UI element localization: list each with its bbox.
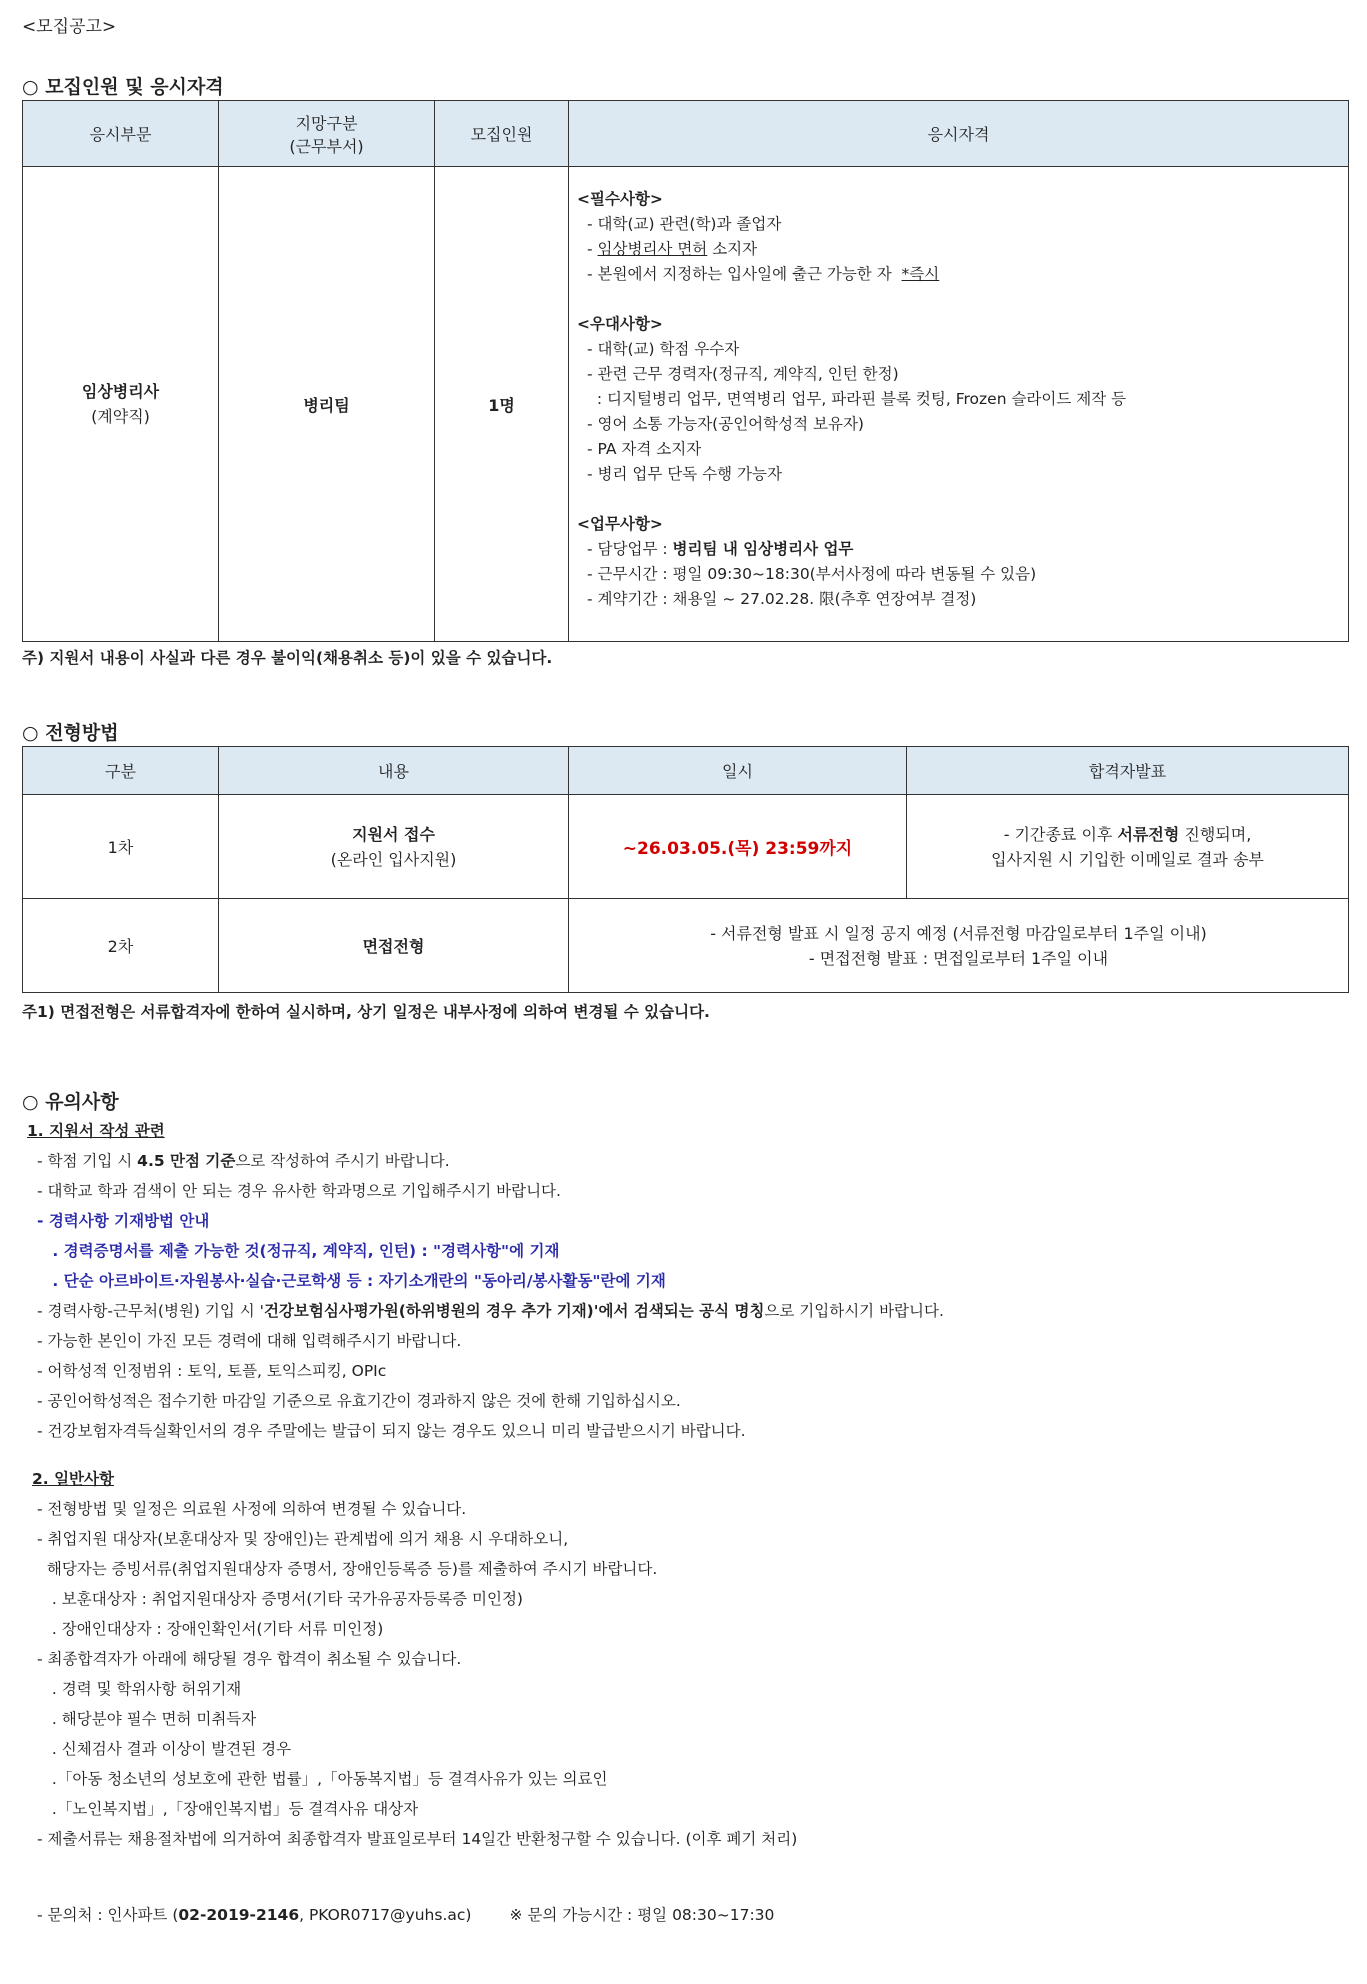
notes-item-workplace-pre: - 경력사항-근무처(병원) 기입 시 ' — [37, 1302, 264, 1320]
required-item-2 — [577, 237, 1348, 262]
notes-item-all-career: - 가능한 본인이 가진 모든 경력에 대해 입력해주시기 바랍니다. — [37, 1332, 462, 1350]
step2-announcement-cell — [569, 899, 1349, 993]
col-header-dept-line2: (근무부서) — [289, 136, 364, 156]
notes-item-grade-bold: 4.5 만점 기준 — [137, 1152, 236, 1170]
selection-footnote: 주1) 면접전형은 서류합격자에 한하여 실시하며, 상기 일정은 내부사정에 의하여 변경될 수 있습니다. — [22, 1003, 710, 1021]
eligibility-footnote: 주) 지원서 내용이 사실과 다른 경우 불이익(채용취소 등)이 있을 수 있습니다. — [22, 649, 553, 667]
contact-pre: - 문의처 : 인사파트 ( — [37, 1906, 179, 1924]
notes-list — [22, 1116, 944, 1930]
step1-content-sub: (온라인 입사지원) — [330, 849, 457, 869]
col-header-announcement: 합격자발표 — [907, 747, 1349, 795]
required-item-2-tail: 소지자 — [707, 240, 758, 258]
general-item-9: . 신체검사 결과 이상이 발견된 경우 — [47, 1740, 292, 1758]
notes-item-grade — [22, 1146, 944, 1176]
contact-post: , PKOR0717@yuhs.ac) — [299, 1906, 472, 1924]
notes-sub2-title: 2. 일반사항 — [32, 1470, 114, 1488]
col-header-dept-line1: 지망구분 — [295, 113, 358, 133]
col-header-content: 내용 — [219, 747, 569, 795]
notes-item-language: - 어학성적 인정범위 : 토익, 토플, 토익스피킹, OPIc — [37, 1362, 387, 1380]
required-item-2-dash: - — [587, 240, 598, 258]
preferred-item-1: - 대학(교) 학점 우수자 — [587, 340, 740, 358]
notes-item-workplace-post: 으로 기입하시기 바랍니다. — [764, 1302, 944, 1320]
required-item-3-text: - 본원에서 지정하는 입사일에 출근 가능한 자 — [587, 265, 902, 283]
step1-content-cell — [219, 795, 569, 899]
section-heading-notes: ○ 유의사항 — [22, 1091, 119, 1113]
step2-announcement-line1: - 서류전형 발표 시 일정 공지 예정 (서류전형 마감일로부터 1주일 이내) — [710, 923, 1207, 943]
step1-ann-c: 진행되며, — [1179, 824, 1252, 844]
preferred-item-4: - 영어 소통 가능자(공인어학성적 보유자) — [587, 415, 864, 433]
notes-item-career-volunteer: . 단순 아르바이트·자원봉사·실습·근로학생 등 : 자기소개란의 "동아리/봉사활동"란에 기재 — [47, 1272, 666, 1290]
required-item-1: - 대학(교) 관련(학)과 졸업자 — [587, 215, 782, 233]
duties-title: <업무사항> — [577, 515, 663, 533]
notes-item-career-official: . 경력증명서를 제출 가능한 것(정규직, 계약직, 인턴) : "경력사항"에 기재 — [47, 1242, 560, 1260]
general-item-3: 해당자는 증빙서류(취업지원대상자 증명서, 장애인등록증 등)를 제출하여 주시기 바랍니다. — [37, 1560, 658, 1578]
count-cell: 1명 — [435, 167, 569, 642]
duties-item-3: - 계약기간 : 채용일 ~ 27.02.28. 限(추후 연장여부 결정) — [587, 590, 977, 608]
col-header-dept — [219, 101, 435, 167]
duties-item-1 — [577, 537, 1348, 562]
notes-item-career-guide: - 경력사항 기재방법 안내 — [37, 1212, 210, 1230]
col-header-division: 응시부문 — [23, 101, 219, 167]
required-title: <필수사항> — [577, 190, 663, 208]
preferred-item-6: - 병리 업무 단독 수행 가능자 — [587, 465, 782, 483]
col-header-count: 모집인원 — [435, 101, 569, 167]
step1-ann-b: 서류전형 — [1117, 824, 1180, 844]
division-type: (계약직) — [91, 407, 150, 426]
col-header-step: 구분 — [23, 747, 219, 795]
step2-cell: 2차 — [23, 899, 219, 993]
section-heading-eligibility: ○ 모집인원 및 응시자격 — [22, 76, 224, 98]
notes-item-insurance: - 건강보험자격득실확인서의 경우 주말에는 발급이 되지 않는 경우도 있으니 미리 발급받으시기 바랍니다. — [37, 1422, 746, 1440]
general-item-7: . 경력 및 학위사항 허위기재 — [47, 1680, 242, 1698]
general-item-2: - 취업지원 대상자(보훈대상자 및 장애인)는 관계법에 의거 채용 시 우대하오니, — [37, 1530, 569, 1548]
general-item-4: . 보훈대상자 : 취업지원대상자 증명서(기타 국가유공자등록증 미인정) — [47, 1590, 523, 1608]
section-heading-selection: ○ 전형방법 — [22, 722, 119, 744]
preferred-item-2: - 관련 근무 경력자(정규직, 계약직, 인턴 한정) — [587, 365, 899, 383]
general-item-5: . 장애인대상자 : 장애인확인서(기타 서류 미인정) — [47, 1620, 384, 1638]
notes-item-grade-post: 으로 작성하여 주시기 바랍니다. — [235, 1152, 450, 1170]
step1-cell: 1차 — [23, 795, 219, 899]
col-header-qualification: 응시자격 — [569, 101, 1349, 167]
notes-item-major: - 대학교 학과 검색이 안 되는 경우 유사한 학과명으로 기입해주시기 바랍니다. — [37, 1182, 561, 1200]
selection-table — [22, 746, 1349, 993]
general-item-11: .「노인복지법」,「장애인복지법」등 결격사유 대상자 — [47, 1800, 419, 1818]
step1-ann-a: - 기간종료 이후 — [1003, 824, 1118, 844]
general-item-8: . 해당분야 필수 면허 미취득자 — [47, 1710, 257, 1728]
contact-line — [22, 1900, 944, 1930]
division-cell — [23, 167, 219, 642]
step1-date-cell — [569, 795, 907, 899]
eligibility-table — [22, 100, 1349, 642]
step2-content: 면접전형 — [219, 899, 569, 993]
step1-content: 지원서 접수 — [352, 824, 435, 844]
preferred-item-3: : 디지털병리 업무, 면역병리 업무, 파라핀 블록 컷팅, Frozen 슬라이드 제작 등 — [587, 390, 1127, 408]
notes-sub1-title: 1. 지원서 작성 관련 — [27, 1122, 165, 1140]
notes-item-language-validity: - 공인어학성적은 접수기한 마감일 기준으로 유효기간이 경과하지 않은 것에 한해 기입하십시오. — [37, 1392, 681, 1410]
duties-item-2: - 근무시간 : 평일 09:30~18:30(부서사정에 따라 변동될 수 있음) — [587, 565, 1037, 583]
contact-phone: 02-2019-2146 — [178, 1906, 300, 1924]
preferred-item-5: - PA 자격 소지자 — [587, 440, 702, 458]
step1-announcement-line1 — [908, 822, 1347, 847]
step2-announcement-line2: - 면접전형 발표 : 면접일로부터 1주일 이내 — [808, 948, 1109, 968]
general-item-1: - 전형방법 및 일정은 의료원 사정에 의하여 변경될 수 있습니다. — [37, 1500, 467, 1518]
division-name: 임상병리사 — [81, 382, 160, 401]
general-item-6: - 최종합격자가 아래에 해당될 경우 합격이 취소될 수 있습니다. — [37, 1650, 462, 1668]
general-item-10: .「아동 청소년의 성보호에 관한 법률」,「아동복지법」등 결격사유가 있는 의료인 — [47, 1770, 608, 1788]
duties-item-1-value: 병리팀 내 임상병리사 업무 — [672, 540, 854, 558]
step1-announcement-cell — [907, 795, 1349, 899]
qualification-cell — [569, 167, 1349, 642]
notes-item-workplace — [22, 1296, 944, 1326]
general-item-12: - 제출서류는 채용절차법에 의거하여 최종합격자 발표일로부터 14일간 반환청구할 수 있습니다. (이후 폐기 처리) — [37, 1830, 798, 1848]
notice-title: <모집공고> — [22, 17, 117, 37]
step1-announcement-line2: 입사지원 시 기입한 이메일로 결과 송부 — [991, 849, 1264, 869]
required-item-3-immediate: *즉시 — [901, 265, 940, 283]
required-item-3 — [577, 262, 1348, 287]
contact-time: ※ 문의 가능시간 : 평일 08:30~17:30 — [509, 1906, 775, 1924]
required-item-2-license: 임상병리사 면허 — [597, 240, 708, 258]
team-cell: 병리팀 — [219, 167, 435, 642]
duties-item-1-label: - 담당업무 : — [587, 540, 673, 558]
preferred-title: <우대사항> — [577, 315, 663, 333]
notes-item-grade-pre: - 학점 기입 시 — [37, 1152, 138, 1170]
col-header-date: 일시 — [569, 747, 907, 795]
notes-item-workplace-bold: 건강보험심사평가원(하위병원의 경우 추가 기재)'에서 검색되는 공식 명칭 — [263, 1302, 765, 1320]
step1-deadline: ~26.03.05.(목) 23:59까지 — [622, 839, 853, 859]
